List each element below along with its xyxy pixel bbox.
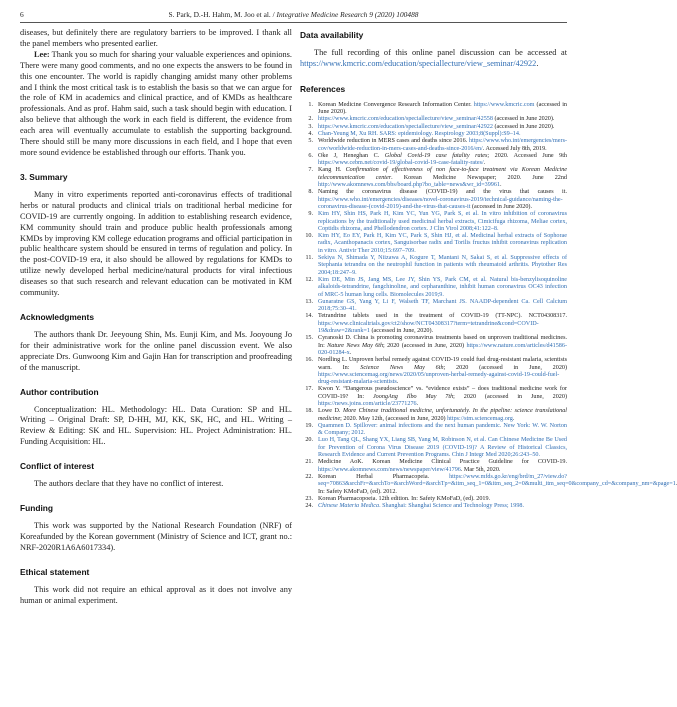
reference-item bbox=[300, 408, 567, 423]
acknowledgments-paragraph: The authors thank Dr. Jeeyoung Shin, Ms. Eunji Kim, and Ms. Jooyoung Jo for their administrative work for the online panel discussion event. We also appreciate Drs. Gunwoong Kim and Gajin Han for transcription and proofreading of the manuscript. bbox=[20, 329, 292, 372]
reference-text: . bbox=[483, 160, 486, 167]
author-contribution-paragraph: Conceptualization: HL. Methodology: HL. Data Curation: SP and HL. Writing – Original Draft: SP, D-HH, MJ, KK, SK, HC, and HL. Writing – Review & Editing: SK and HL. Supervision: HL. Project Administration: HL. Funding Acquisition: HL. bbox=[20, 404, 292, 447]
header-rule bbox=[20, 22, 567, 23]
conflict-heading: Conflict of interest bbox=[20, 461, 94, 472]
running-title bbox=[20, 10, 567, 19]
reference-item bbox=[300, 255, 567, 277]
conflict-paragraph: The authors declare that they have no conflict of interest. bbox=[34, 479, 224, 489]
reference-item bbox=[300, 313, 567, 335]
reference-text: . Shanghai: Shanghai Science and Technology Press; 1998. bbox=[379, 503, 524, 510]
availability-end: . bbox=[536, 58, 539, 68]
reference-number: 5. bbox=[308, 138, 313, 145]
reference-number: 23. bbox=[305, 495, 313, 502]
reference-item bbox=[300, 233, 567, 255]
reference-item bbox=[300, 189, 567, 211]
reference-number: 10. bbox=[305, 233, 313, 240]
header-journal: Integrative Medicine Research 9 (2020) 100488 bbox=[276, 10, 419, 19]
reference-link[interactable]: Quammen D. Spillover: animal infections and the next human pandemic. New York: W. W. Norton & Company; 2012. bbox=[318, 422, 567, 437]
reference-number: 20. bbox=[305, 437, 313, 444]
reference-text: . bbox=[416, 400, 419, 407]
reference-text: (accessed in June 2020). bbox=[492, 123, 555, 130]
reference-link[interactable]: Chan-Yeung M, Xu RH. SARS: epidemiology. Respirology 2003;8(Suppl):S9–14. bbox=[318, 131, 521, 137]
reference-link[interactable]: https://www.mfds.go.kr/eng/brd/m_27/view.do?seq=70863&srchFr=&srchTo=&srchWord=&srchTp=&itm_seq_1=0&itm_seq_2=0&multi_itm_seq=0&company_cd=&company_nm=&page=1 bbox=[318, 473, 676, 488]
reference-number: 13. bbox=[305, 298, 313, 305]
summary-heading: 3. Summary bbox=[20, 171, 68, 182]
reference-link[interactable]: https://www.who.int/emergencies/diseases/novel-coronavirus-2019/technical-guidance/naming-the-coronavirus-disease-(covid-2019)-and-the-virus-that-causes-it bbox=[318, 196, 563, 210]
reference-link[interactable]: Kim DE, Min JS, Jang MS, Lee JY, Shin YS, Park CM, et al. Natural bis-benzylisoquinoline alkaloids-tetrandrine, fangchinoline, and cepharanthine, inhibit human coronavirus OC43 infection of MRC-5 human lung cells. Biomolecules 2019;9. bbox=[318, 276, 567, 298]
reference-number: 21. bbox=[305, 459, 313, 466]
reference-text: Cyranoski D. China is promoting coronavirus treatments based on unproven traditional medicines. In: bbox=[318, 335, 567, 349]
reference-number: 16. bbox=[305, 357, 313, 364]
reference-italic: Global Covid-19 case fatality rates bbox=[384, 152, 488, 159]
reference-number: 3. bbox=[308, 123, 313, 130]
reference-number: 18. bbox=[305, 408, 313, 415]
reference-link[interactable]: https://www.akomnews.com/news/newspaper/view/41796 bbox=[318, 466, 461, 473]
reference-text: Korean Herbal Pharmacopeia. bbox=[318, 473, 450, 480]
reference-text: Kang H. bbox=[318, 167, 346, 174]
reference-italic: Confirmation of effectiveness of non face-to-face treatment via Korean Medicine telecommunication center bbox=[318, 167, 567, 181]
reference-number: 12. bbox=[305, 276, 313, 283]
reference-text: (accessed in June 2020). bbox=[492, 116, 555, 123]
recording-link[interactable]: https://www.kmcric.com/education/speciallecture/view_seminar/42922 bbox=[300, 58, 537, 68]
reference-text: Nordling L. Unproven herbal remedy against COVID-19 could fuel drug-resistant malaria, scientists warn. In: bbox=[318, 357, 567, 371]
availability-text: The full recording of this online panel discussion can be accessed at bbox=[314, 48, 567, 57]
reference-text: ; 2020 (accessed in June, 2020) bbox=[453, 393, 567, 400]
reference-item bbox=[300, 423, 567, 438]
reference-link[interactable]: https://stm.sciencemag.org bbox=[447, 415, 513, 422]
page-number: 6 bbox=[20, 10, 24, 19]
reference-text: Oke J, Heneghan C. bbox=[318, 152, 385, 159]
reference-link[interactable]: https://www.sciencemag.org/news/2020/05/unproven-herbal-remedy-against-covid-19-could-fuel-drug-resistant-malaria-scientists bbox=[318, 371, 560, 386]
reference-item bbox=[300, 124, 567, 131]
reference-number: 11. bbox=[305, 255, 313, 262]
reference-link[interactable]: https://www.nature.com/articles/d41586-020-01284-x bbox=[318, 342, 567, 356]
reference-item bbox=[300, 211, 567, 233]
reference-link[interactable]: https://www.who.int/emergencies/mers-cov/worldwide-reduction-in-mers-cases-and-deaths-since-2016/en/ bbox=[318, 138, 567, 152]
reference-item bbox=[300, 131, 567, 138]
reference-number: 22. bbox=[305, 473, 313, 480]
reference-link[interactable]: https://www.cebm.net/covid-19/global-covid-19-case-fatality-rates/ bbox=[318, 160, 484, 167]
reference-link[interactable]: Luo H, Tang QL, Shang YX, Liang SB, Yang M, Robinson N, et al. Can Chinese Medicine Be Used for Prevention of Corona Virus Disease 2019 (COVID-19)? A Review of Historical Classics, Research Evidence and Current Prevention Programs. Chin J Integr Med 2020;26:243–50. bbox=[318, 437, 567, 459]
reference-italic: Chinese Materia Medica bbox=[318, 503, 380, 510]
reference-text: ; 2020. May 12th, (accessed in June, 2020) bbox=[340, 415, 448, 422]
reference-text: (accessed in June, 2020). bbox=[369, 328, 434, 335]
reference-link[interactable]: https://www.kmcric.com/education/speciallecture/view_seminar/42558 bbox=[318, 116, 493, 123]
running-header bbox=[20, 8, 567, 22]
reference-number: 24. bbox=[305, 503, 313, 510]
reference-text: (accessed in June 2020). bbox=[318, 101, 567, 116]
reference-italic: Science News May 6th bbox=[360, 364, 444, 371]
reference-text: . Korean Medicine Newspaper; 2020. June 22nd bbox=[391, 174, 568, 181]
intro-paragraph: diseases, but definitely there are regulatory barriers to be improved. I thank all the panel members who presented earlier. bbox=[20, 28, 292, 48]
reference-item bbox=[300, 437, 567, 459]
left-column bbox=[20, 28, 292, 703]
lee-label: Lee: bbox=[34, 49, 50, 59]
reference-text: ; 2020 (accessed in June, 2020) bbox=[383, 342, 467, 349]
reference-link[interactable]: Kim HY, Eo EY, Park H, Kim YC, Park S, Shin HJ, et al. Medicinal herbal extracts of Sophorae radix, Acanthopanacis cortex, Sanguisorbae radix and Torilis fructus inhibit coronavirus replication in vitro. Antivir Ther 2010;15:697–709. bbox=[318, 233, 567, 254]
reference-italic: Nature News May 6th bbox=[327, 342, 384, 349]
reference-italic: JoongAng Ilbo May 7th bbox=[372, 393, 454, 400]
reference-link[interactable]: https://www.kmcric.com bbox=[473, 101, 535, 108]
reference-text: (accessed in June 2020). bbox=[470, 203, 532, 210]
data-availability-heading: Data availability bbox=[300, 30, 364, 40]
reference-text: Worldwide reduction in MERS cases and deaths since 2016. bbox=[318, 138, 469, 145]
reference-text: Korean Medicine Convergence Research Information Center. bbox=[318, 101, 474, 108]
reference-text: Medicine AoK. Korean Medicine Clinical Practice Guideline for COVID-19. bbox=[318, 459, 567, 466]
reference-text: ; 2020. Accessed June 9th bbox=[487, 152, 567, 159]
reference-text: . bbox=[512, 415, 515, 422]
ethical-heading: Ethical statement bbox=[20, 566, 90, 577]
acknowledgments-heading: Acknowledgments bbox=[20, 311, 94, 322]
reference-number: 6. bbox=[308, 152, 313, 159]
ethical-paragraph: This work did not require an ethical approval as it does not involve any human or animal experiment. bbox=[20, 584, 292, 605]
reference-text: Korean Pharmacopoeia. 12th edition. In: Safety KMoFaD, (ed). 2019. bbox=[318, 495, 491, 502]
reference-item bbox=[300, 277, 567, 299]
reference-number: 4. bbox=[308, 131, 313, 137]
lee-paragraph bbox=[20, 50, 292, 159]
reference-item bbox=[300, 473, 676, 496]
reference-number: 15. bbox=[305, 335, 313, 342]
reference-link[interactable]: http://www.akomnews.com/bbs/board.php?bo_table=news&wr_id=39961 bbox=[318, 182, 501, 189]
reference-text: ; 2020 (accessed in June, 2020) bbox=[443, 364, 568, 371]
reference-text: Naming the coronavirus disease (COVID-19) and the virus that causes it. bbox=[318, 189, 567, 196]
reference-item bbox=[300, 116, 567, 123]
reference-item bbox=[300, 153, 567, 168]
reference-text: In: Safety KMoFaD, (ed). 2012. bbox=[318, 488, 397, 495]
reference-item bbox=[300, 386, 567, 408]
reference-number: 14. bbox=[305, 313, 313, 320]
reference-item bbox=[300, 138, 567, 153]
reference-text: Kwon Y. “Dangerous pseudoscience” vs. “evidence exists” – does traditional medicine work for COVID-19? In: bbox=[318, 386, 567, 400]
reference-number: 1. bbox=[308, 101, 313, 108]
data-availability-paragraph bbox=[300, 48, 567, 70]
reference-link[interactable]: https://www.kmcric.com/education/speciallecture/view_seminar/42922 bbox=[318, 123, 493, 130]
reference-number: 9. bbox=[308, 211, 313, 218]
reference-text: . bbox=[396, 379, 399, 386]
funding-paragraph: This work was supported by the National Research Foundation (NRF) of Koreafunded by the Korean government (Ministry of Science and ICT, grant no.: NRF-2020R1A6A6017334). bbox=[20, 521, 292, 552]
reference-italic: More Chinese traditional medicine, unfortunately. In the pipeline: science translational medicine bbox=[318, 408, 568, 422]
reference-link[interactable]: Gunaratne GS, Yang Y, Li F, Walseth TF, Marchant JS. NAADP-dependent Ca. Cell Calcium 2018;75:30–41. bbox=[318, 298, 567, 313]
reference-number: 2. bbox=[308, 116, 313, 123]
header-authors: S. Park, D.-H. Hahm, M. Joo et al. / bbox=[168, 10, 277, 19]
reference-item bbox=[300, 299, 567, 314]
reference-text: . Accessed July 8th, 2019. bbox=[482, 145, 547, 152]
reference-text: Lowe D. bbox=[318, 408, 343, 415]
reference-link[interactable]: Kim HY, Shin HS, Park H, Kim YC, Yun YG, Park S, et al. In vitro inhibition of coronavirus replications by the traditionally used medicinal herbal extracts, Cimicifuga rhizoma, Meliae cortex, Coptidis rhizoma, and Phellodendron cortex. J Clin Virol 2008;41:122–8. bbox=[318, 211, 567, 232]
reference-item bbox=[300, 102, 567, 117]
reference-text: Tetrandrine tablets used in the treatment of COVID-19 (TT-NPC). NCT04308317. bbox=[318, 313, 567, 320]
reference-number: 7. bbox=[308, 167, 313, 174]
reference-number: 8. bbox=[308, 189, 313, 196]
reference-text: . bbox=[349, 349, 352, 356]
funding-heading: Funding bbox=[20, 503, 54, 514]
reference-item bbox=[300, 503, 567, 510]
reference-link[interactable]: https://www.clinicaltrials.gov/ct2/show/NCT04308317?term=tetrandrine&cond=COVID-19&draw=2&rank=1 bbox=[318, 320, 539, 335]
lee-text: Thank you so much for sharing your valuable experiences and opinions. There were many good comments, and no one expects the answers to be found in this one encounter. The world is rapidly changing amidst many other problems and I think the most critical task is to establish the basis so that we can argue for the role of KM in academics and clinical practice, and of KMDs as healthcare professionals. And as prof. Hahm said, such a task should begin with education. I also believe that although the work in each field is different, the evidence from each area will eventually accumulate to establish the supporting background. There should still be many more discussions in each field, and I hope that even more sound evidence be established through our efforts. Thank you. bbox=[20, 49, 292, 157]
author-contribution-heading: Author contribution bbox=[20, 386, 99, 397]
reference-link[interactable]: Sekiya N, Shimada Y, Niizawa A, Kogure T, Mantani N, Sakai S, et al. Suppressive effects of Stephania tetrandra on the neutrophil function in patients with rheumatoid arthritis. Phytother Res 2004;18:247–9. bbox=[318, 255, 567, 276]
reference-number: 17. bbox=[305, 386, 313, 393]
reference-item bbox=[300, 459, 567, 474]
reference-item bbox=[300, 496, 567, 503]
reference-item bbox=[300, 335, 567, 357]
reference-item bbox=[300, 357, 567, 386]
reference-list bbox=[300, 101, 676, 511]
reference-link[interactable]: https://news.joins.com/article/23771276 bbox=[318, 400, 417, 407]
reference-text: . Mar 5th, 2020. bbox=[460, 466, 501, 473]
references-heading: References bbox=[300, 83, 346, 94]
reference-item bbox=[300, 167, 567, 189]
right-column bbox=[300, 28, 676, 703]
reference-number: 19. bbox=[305, 422, 313, 429]
reference-text: . bbox=[500, 182, 502, 189]
summary-paragraph: Many in vitro experiments reported anti-coronavirus effects of traditional herbs or natural products and clinical trials on traditional herbal medicine for COVID-19 are currently ongoing. In addition to establishing research evidence, KM community should train and produce public health professionals among KMDs by improving KM college education programs and official participation in public healthcare system should be ensured in terms of regulation and policy. In the post-COVID-19 era, it also should be allowed by regulations for KMDs to utilize newly developed herbal medicine/natural products for viral infectious diseases so that such research and relevant education can be motivated in KM community. bbox=[20, 189, 292, 298]
